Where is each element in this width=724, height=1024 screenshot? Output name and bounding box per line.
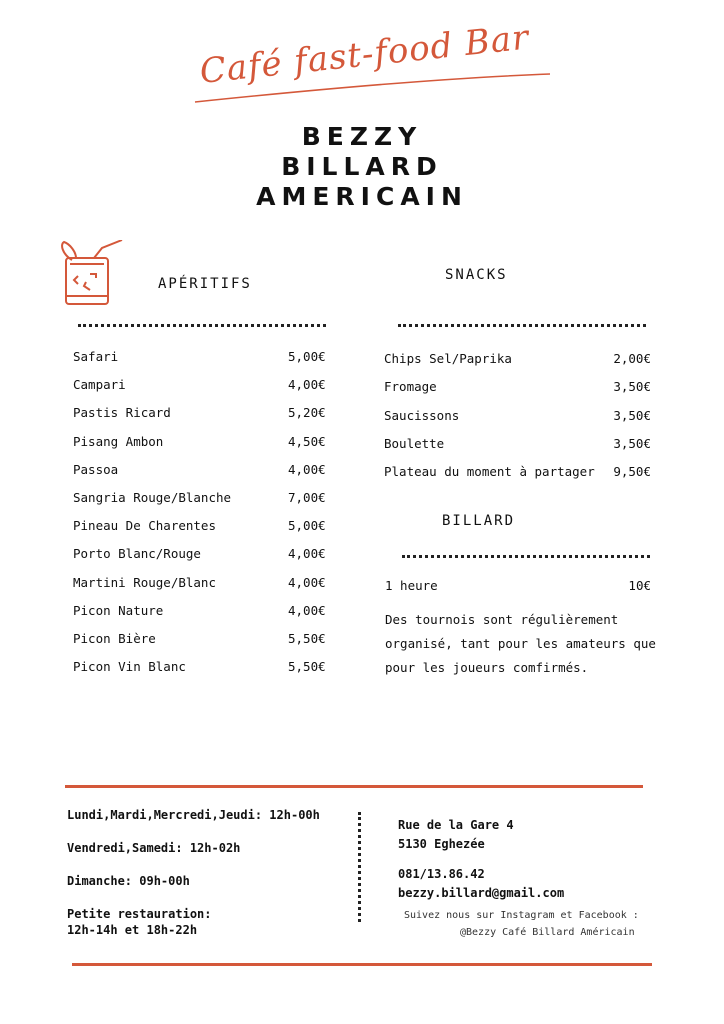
- social-line-2: @Bezzy Café Billard Américain: [460, 927, 635, 938]
- menu-item-price: 4,50€: [288, 433, 326, 449]
- brand-line-2: BILLARD: [281, 152, 443, 181]
- menu-item-price: 4,00€: [288, 546, 326, 562]
- script-title: Café fast-food Bar: [197, 17, 532, 92]
- footer-bottom-rule: [72, 963, 652, 966]
- menu-item-name: Sangria Rouge/Blanche: [73, 490, 232, 505]
- menu-item-name: Martini Rouge/Blanc: [73, 574, 216, 590]
- menu-item-name: Chips Sel/Paprika: [384, 351, 512, 366]
- menu-item-price: 5,20€: [288, 405, 326, 421]
- brand-line-1: BEZZY: [301, 122, 423, 151]
- menu-item-price: 9,50€: [613, 464, 651, 480]
- footer-top-rule: [65, 785, 643, 788]
- billard-note: Des tournois sont régulièrement organisé, tant pour les amateurs que pour les joueurs comfirmés.: [385, 612, 656, 675]
- cocktail-glass-icon: [58, 240, 128, 310]
- menu-item-name: Boulette: [384, 435, 445, 451]
- menu-item-price: 3,50€: [613, 379, 651, 395]
- menu-item-name: Fromage: [384, 379, 437, 395]
- menu-item-name: Pisang Ambon: [73, 433, 164, 449]
- menu-item-price: 4,00€: [288, 377, 326, 393]
- menu-item-name: Plateau du moment à partager: [384, 464, 595, 480]
- menu-item-price: 7,00€: [288, 490, 326, 505]
- menu-item-name: Safari: [73, 349, 119, 364]
- divider: [398, 324, 646, 327]
- menu-item-name: Picon Bière: [73, 631, 156, 646]
- billard-item-price: 10€: [628, 578, 651, 593]
- menu-item-name: Passoa: [73, 461, 119, 477]
- hours-weekend: Vendredi,Samedi: 12h-02h: [67, 841, 241, 855]
- menu-item-price: 5,00€: [288, 349, 326, 364]
- snacks-title: SNACKS: [445, 267, 508, 283]
- menu-item-price: 4,00€: [288, 574, 326, 590]
- hours-weekdays: Lundi,Mardi,Mercredi,Jeudi: 12h-00h: [67, 808, 320, 822]
- billard-title: BILLARD: [442, 513, 516, 529]
- phone: 081/13.86.42: [398, 867, 485, 881]
- footer-divider: [358, 812, 361, 922]
- menu-item-name: Picon Nature: [73, 602, 164, 618]
- menu-item-price: 4,00€: [288, 602, 326, 618]
- restauration-label: Petite restauration:: [67, 907, 212, 921]
- billard-item-name: 1 heure: [385, 578, 438, 593]
- menu-item-price: 5,50€: [288, 659, 326, 675]
- menu-item-price: 3,50€: [613, 407, 651, 423]
- address-street: Rue de la Gare 4: [398, 818, 514, 832]
- restauration-hours: 12h-14h et 18h-22h: [67, 923, 198, 937]
- email-link[interactable]: bezzy.billard@gmail.com: [398, 886, 565, 900]
- menu-item-name: Pineau De Charentes: [73, 518, 216, 534]
- hours-sunday: Dimanche: 09h-00h: [67, 874, 190, 888]
- address-city: 5130 Eghezée: [398, 837, 485, 851]
- menu-item-price: 3,50€: [613, 435, 651, 451]
- menu-item-price: 5,00€: [288, 518, 326, 534]
- menu-item-price: 4,00€: [288, 461, 326, 477]
- menu-item-name: Saucissons: [384, 407, 460, 423]
- aperitifs-title: APÉRITIFS: [158, 276, 252, 292]
- divider: [78, 324, 326, 327]
- menu-item-price: 5,50€: [288, 631, 326, 646]
- menu-item-price: 2,00€: [613, 351, 651, 366]
- divider: [402, 555, 650, 558]
- social-line-1: Suivez nous sur Instagram et Facebook :: [404, 910, 639, 921]
- menu-item-name: Porto Blanc/Rouge: [73, 546, 201, 562]
- brand-line-3: AMERICAIN: [256, 182, 468, 211]
- menu-item-name: Campari: [73, 377, 126, 393]
- menu-item-name: Pastis Ricard: [73, 405, 171, 421]
- script-underline: [190, 60, 560, 110]
- menu-item-name: Picon Vin Blanc: [73, 659, 186, 675]
